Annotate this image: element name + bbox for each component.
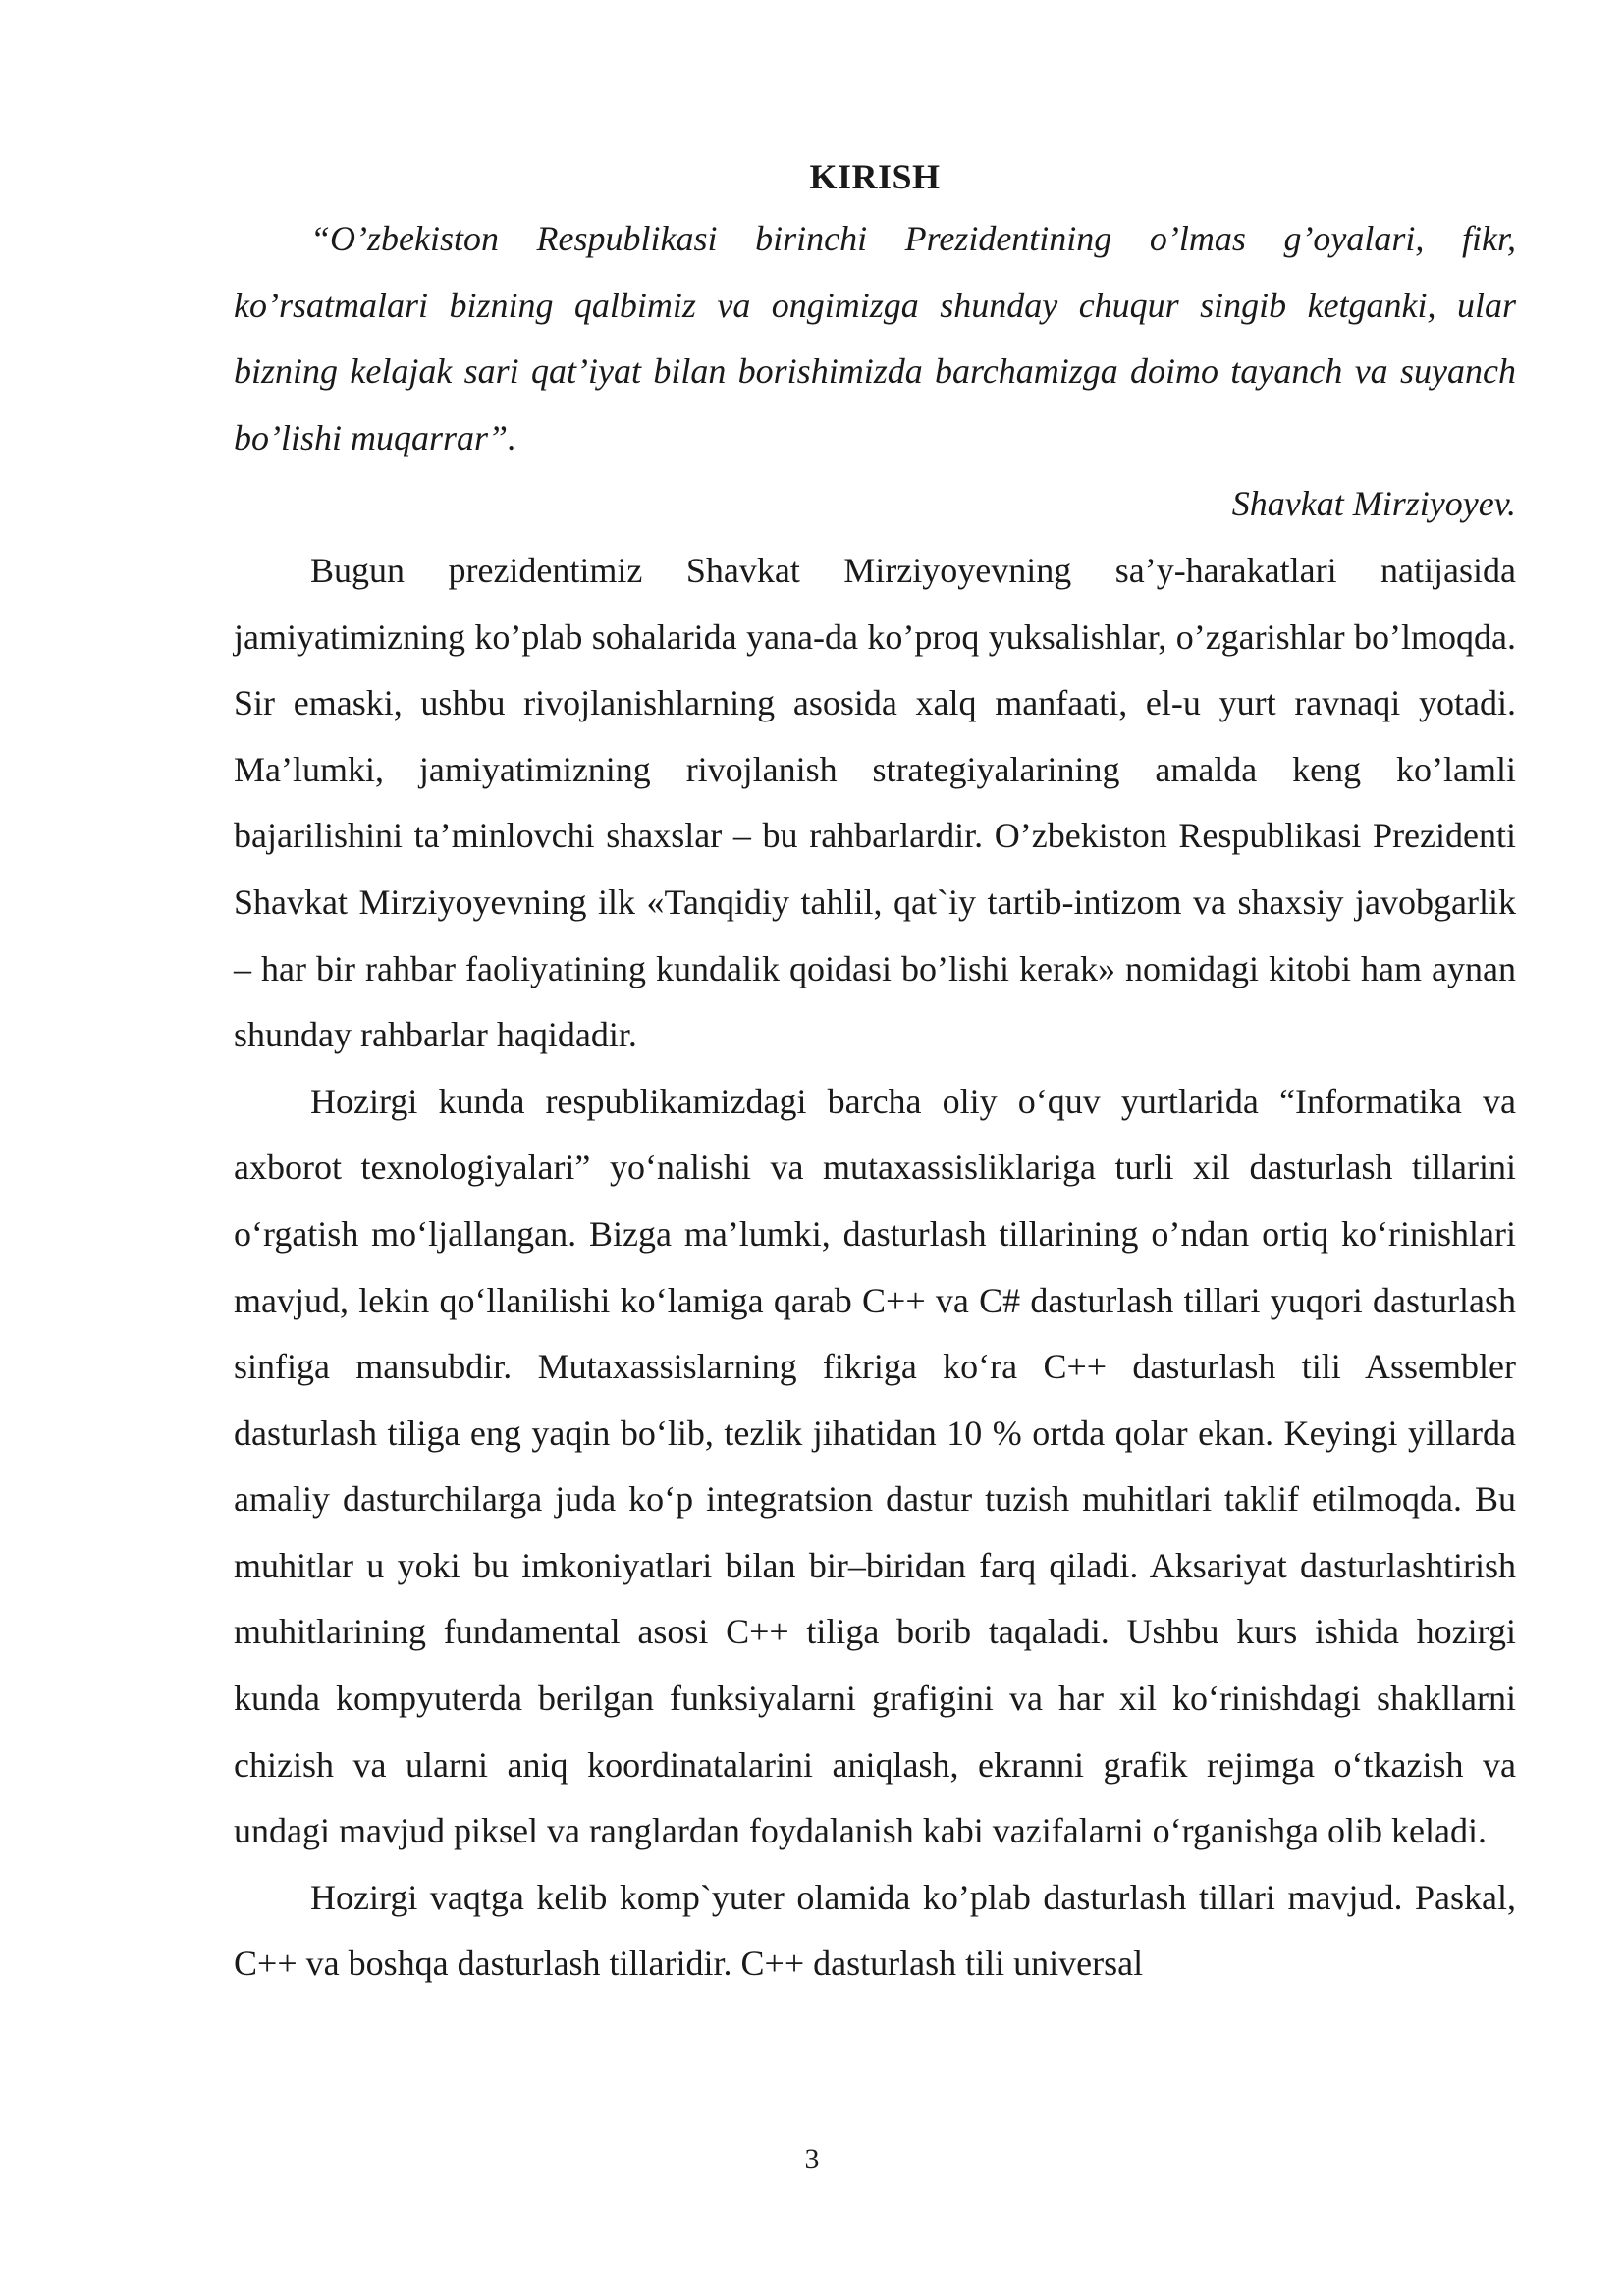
body-paragraph-1: Bugun prezidentimiz Shavkat Mirziyoyevning sa’y-harakatlari natijasida jamiyatimizning ko’plab sohalarida yana-da ko’proq yuksalishlar, o’zgarishlar bo’lmoqda. Sir emaski, ushbu rivojlanishlarning asosida xalq manfaati, el-u yurt ravnaqi yotadi. Ma’lumki, jamiyatimizning rivojlanish strategiyalarining amalda keng ko’lamli bajarilishini ta’minlovchi shaxslar – bu rahbarlardir. O’zbekiston Respublikasi Prezidenti Shavkat Mirziyoyevning ilk «Tanqidiy tahlil, qat`iy tartib-intizom va shaxsiy javobgarlik – har bir rahbar faoliyatining kundalik qoidasi bo’lishi kerak» nomidagi kitobi ham aynan shunday rahbarlar haqidadir. (234, 550, 1516, 1055)
body-paragraph-2: Hozirgi kunda respublikamizdagi barcha oliy o‘quv yurtlarida “Informatika va axborot texnologiyalari” yo‘nalishi va mutaxassisliklariga turli xil dasturlash tillarini o‘rgatish mo‘ljallangan. Bizga ma’lumki, dasturlash tillarining o’ndan ortiq ko‘rinishlari mavjud, lekin qo‘llanilishi ko‘lamiga qarab C++ va C# dasturlash tillari yuqori dasturlash sinfiga mansubdir. Mutaxassislarning fikriga ko‘ra C++ dasturlash tili Assembler dasturlash tiliga eng yaqin bo‘lib, tezlik jihatidan 10 % ortda qolar ekan. Keyingi yillarda amaliy dasturchilarga juda ko‘p integratsion dastur tuzish muhitlari taklif etilmoqda. Bu muhitlar u yoki bu imkoniyatlari bilan bir–biridan farq qiladi. Aksariyat dasturlashtirish muhitlarining fundamental asosi C++ tiliga borib taqaladi. Ushbu kurs ishida hozirgi kunda kompyuterda berilgan funksiyalarni grafigini va har xil ko‘rinishdagi shakllarni chizish va ularni aniq koordinatalarini aniqlash, ekranni grafik rejimga o‘tkazish va undagi mavjud piksel va ranglardan foydalanish kabi vazifalarni o‘rganishga olib keladi. (234, 1081, 1516, 1851)
document-page (234, 147, 1516, 1998)
epigraph-quote: “O’zbekiston Respublikasi birinchi Prezidentining o’lmas g’oyalari, fikr, ko’rsatmalari bizning qalbimiz va ongimizga shunday chuqur singib ketganki, ular bizning kelajak sari qat’iyat bilan borishimizda barchamizga doimo tayanch va suyanch bo’lishi muqarrar”. (234, 219, 1516, 457)
page-number: 3 (804, 2143, 820, 2175)
epigraph-author: Shavkat Mirziyoyev. (1231, 484, 1516, 524)
body-paragraph-3: Hozirgi vaqtga kelib komp`yuter olamida ko’plab dasturlash tillari mavjud. Paskal, C++ va boshqa dasturlash tillaridir. C++ dasturlash tili universal (234, 1877, 1516, 1984)
page-title: KIRISH (809, 157, 941, 196)
